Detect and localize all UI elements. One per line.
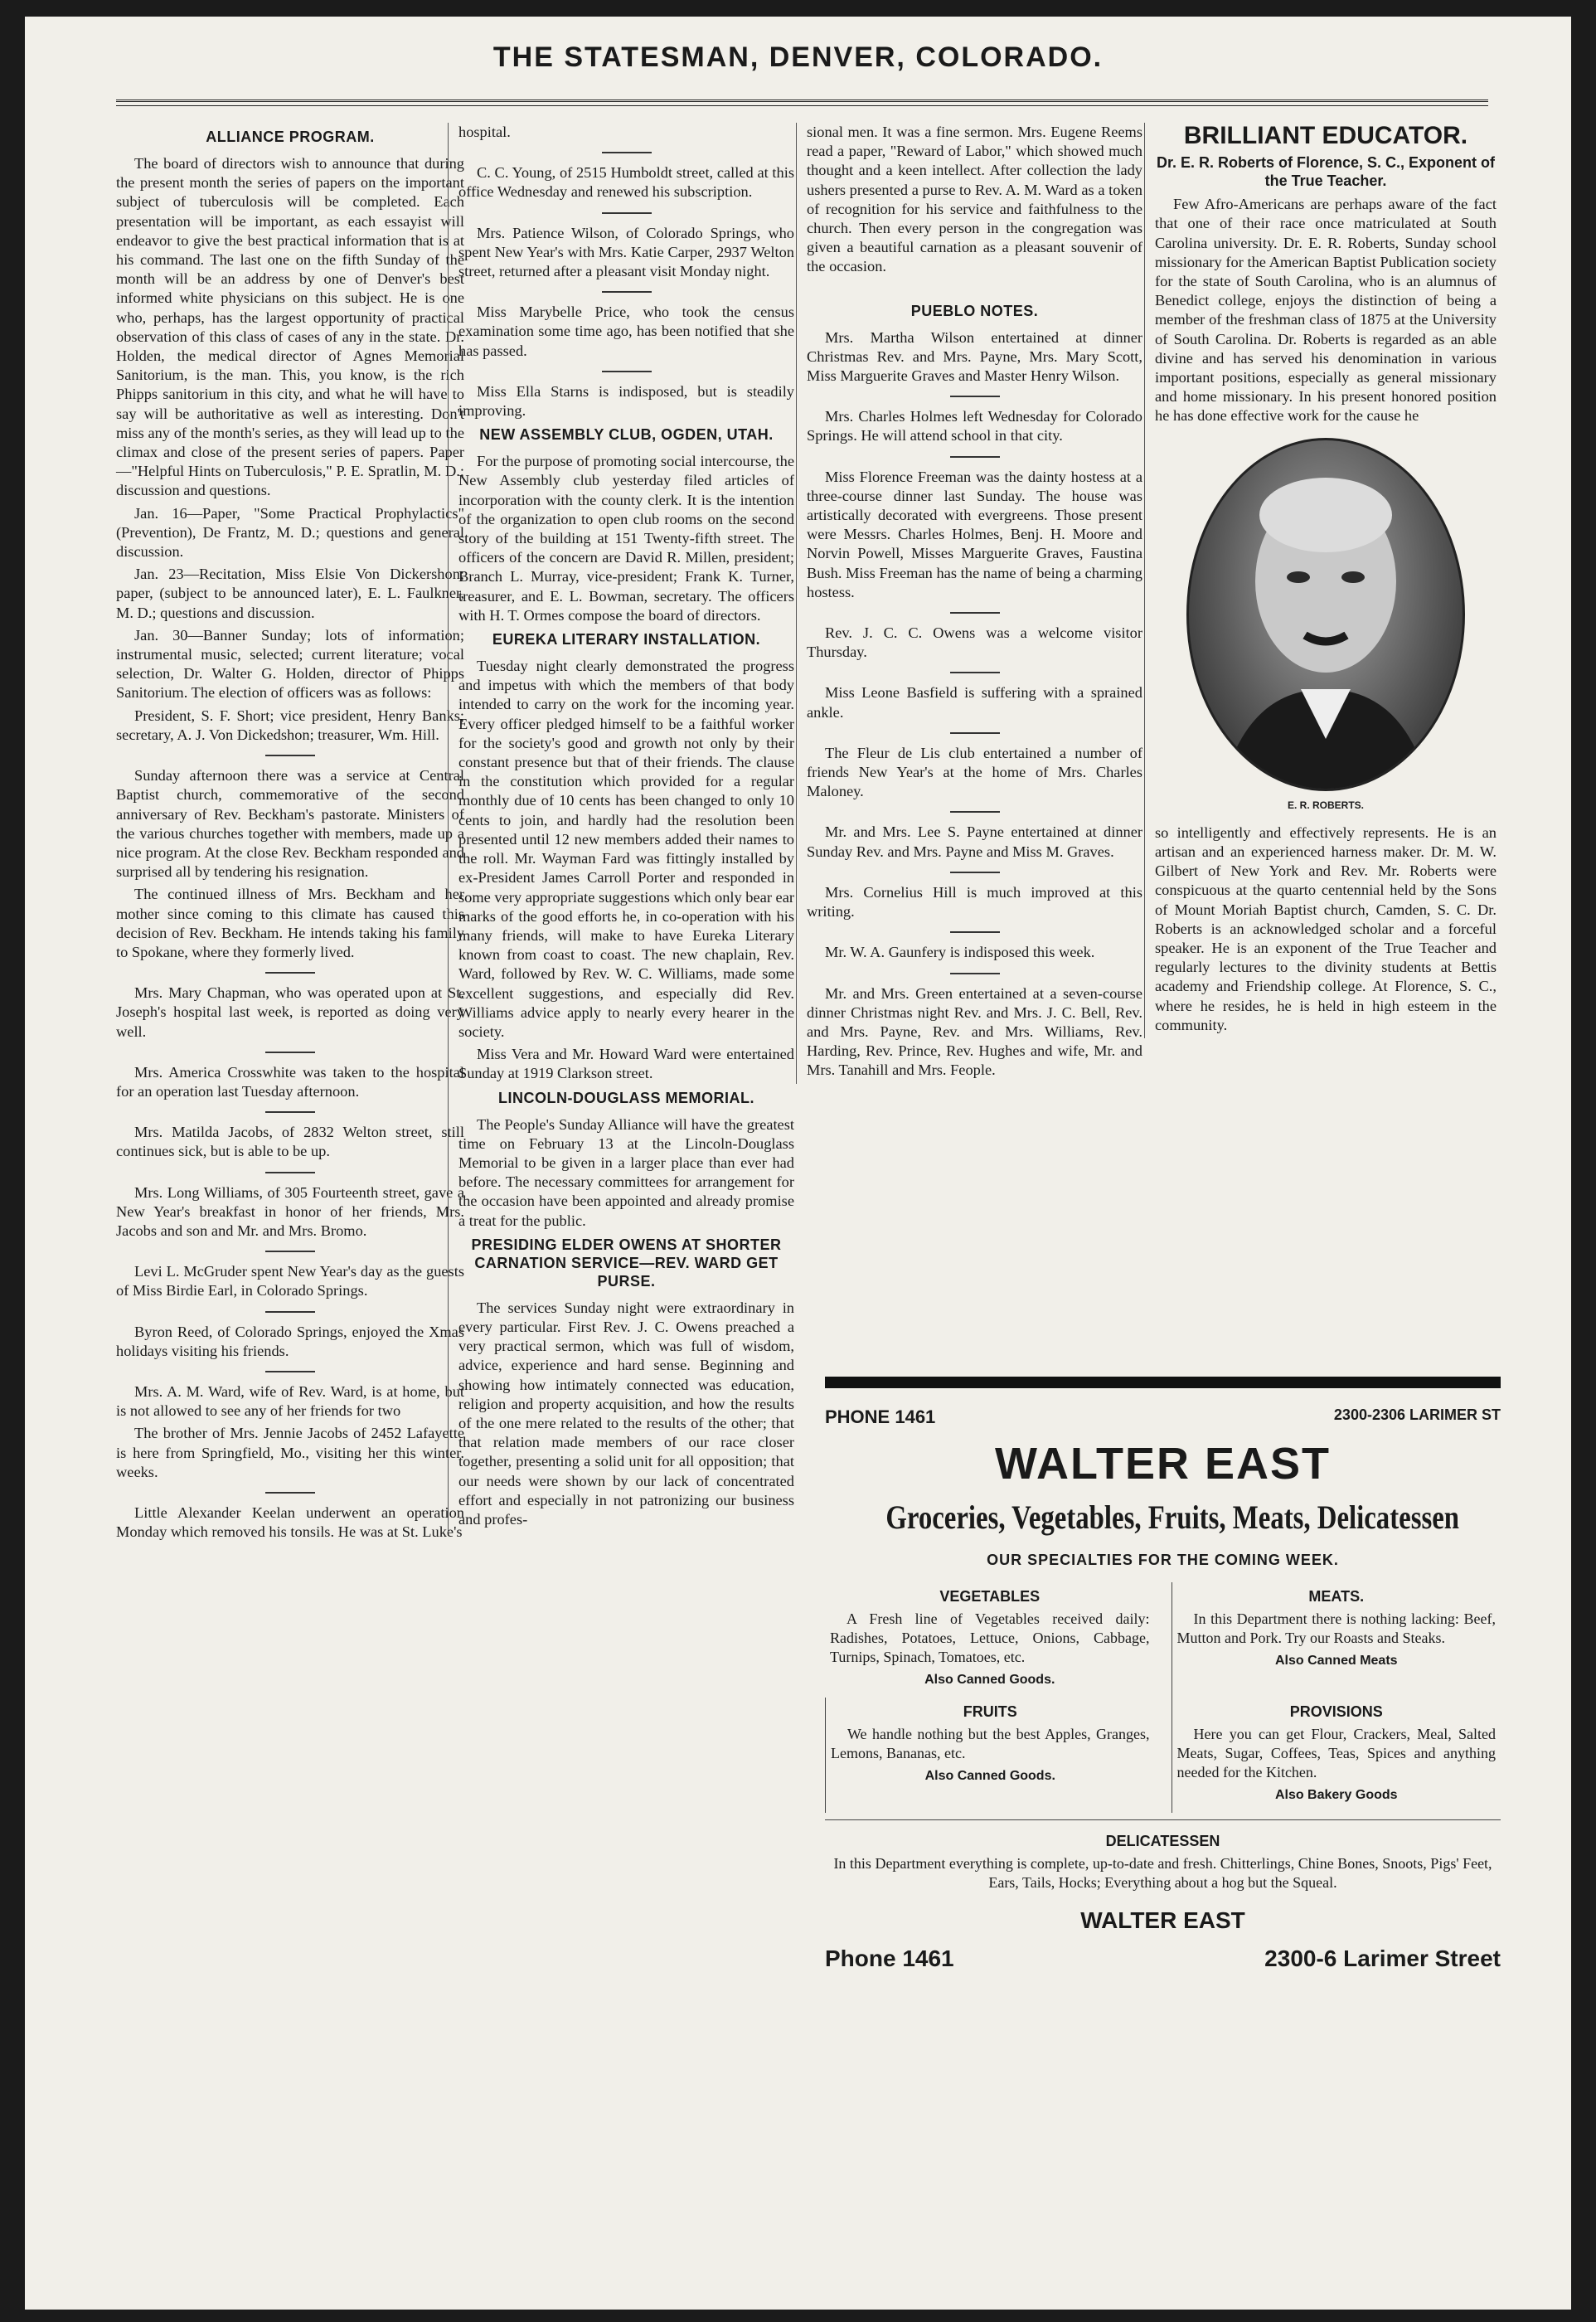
ad-tagline: Groceries, Vegetables, Fruits, Meats, Delicatessen <box>885 1499 1460 1536</box>
delicatessen-dept <box>825 1819 1501 1892</box>
provisions-also: Also Bakery Goods <box>1274 1788 1398 1802</box>
news-item: Mr. W. A. Gaunfery is indisposed this week. <box>825 944 1095 961</box>
ad-phone: PHONE 1461 <box>825 1406 936 1427</box>
portrait-photo <box>1186 438 1465 791</box>
separator <box>265 1311 315 1313</box>
vegetables-heading: VEGETABLES <box>939 1588 1041 1605</box>
educator-text: so intelligently and effectively represents. He is an artisan and an experienced harness maker. Dr. M. W. Gilbert of New York and Rev. Mr. Roberts were conspicuous at the quarto centennial held by the Sons of Mount Moriah Baptist church, Camden, S. C. Dr. Roberts is an acknowledged scholar and a forceful speaker. He is an exponent of the True Teacher and regularly lectures to the divinity students at Bettis academy and Friendship college. At Florence, S. C., where he resides, he is held in high esteem in the community. <box>1155 823 1497 1033</box>
meats-also: Also Canned Meats <box>1274 1654 1398 1668</box>
separator <box>602 291 652 293</box>
pueblo-heading: PUEBLO NOTES. <box>910 302 1039 319</box>
news-item: Mrs. Mary Chapman, who was operated upon at St. Joseph's hospital last week, is reported as doing very well. <box>116 984 464 1040</box>
separator <box>950 872 1000 873</box>
news-item: Mr. and Mrs. Green entertained at a seven-course dinner Christmas night Rev. and Mrs. J. C. Bell, Rev. and Mrs. Payne, Rev. and Mrs. Williams, Rev. Harding, Rev. Prince, Rev. Hughes and wife, Mr. and Mrs. Tanahill and Mrs. Feople. <box>807 984 1142 1079</box>
vegetables-text: A Fresh line of Vegetables received daily: Radishes, Potatoes, Lettuce, Onions, Cabbage, Turnips, Spinach, Tomatoes, etc. <box>830 1610 1150 1665</box>
news-item: Mrs. Long Williams, of 305 Fourteenth street, gave a New Year's breakfast in honor of her friends, Mrs. Jacobs and son and Mr. and Mrs. Bromo. <box>116 1183 464 1239</box>
separator <box>950 612 1000 614</box>
news-item: Mrs. A. M. Ward, wife of Rev. Ward, is at home, but is not allowed to see any of her friends for two <box>116 1382 464 1420</box>
news-item: Sunday afternoon there was a service at Central Baptist church, commemorative of the second anniversary of Rev. Beckham's pastorate. Ministers of the various churches together with members, made up a nice program. At the close Rev. Beckham responded and surprised all by tendering his resignation. <box>116 767 464 881</box>
news-item: Miss Leone Basfield is suffering with a sprained ankle. <box>807 684 1142 721</box>
separator <box>950 456 1000 458</box>
alliance-paragraph: Jan. 30—Banner Sunday; lots of information; instrumental music, selected; current literature; vocal selection, Dr. Walter G. Holden, director of Phipps Sanitorium. The election of officers was as follows: <box>116 626 464 702</box>
column-3 <box>796 123 1142 1084</box>
provisions-heading: PROVISIONS <box>1289 1703 1383 1720</box>
ad-departments <box>825 1582 1501 1813</box>
news-item: Miss Vera and Mr. Howard Ward were entertained Sunday at 1919 Clarkson street. <box>458 1046 794 1082</box>
separator <box>602 152 652 153</box>
vegetables-also: Also Canned Goods. <box>924 1673 1055 1687</box>
alliance-paragraph: Jan. 23—Recitation, Miss Elsie Von Dickershon; paper, (subject to be announced later), E. L. Faulkner, M. D.; questions and discussion. <box>116 566 464 621</box>
assembly-heading: NEW ASSEMBLY CLUB, OGDEN, UTAH. <box>479 426 774 444</box>
ad-address: 2300-2306 LARIMER ST <box>1333 1406 1501 1423</box>
meats-text: In this Department there is nothing lacking: Beef, Mutton and Pork. Try our Roasts and Steaks. <box>1176 1610 1496 1646</box>
news-item: C. C. Young, of 2515 Humboldt street, called at this office Wednesday and renewed his subscription. <box>458 164 794 201</box>
alliance-paragraph: Jan. 16—Paper, "Some Practical Prophylactics" (Prevention), De Frantz, M. D.; questions and general discussion. <box>116 504 464 561</box>
column-4 <box>1144 123 1497 1038</box>
ad-signature: WALTER EAST <box>1080 1907 1245 1933</box>
ad-footer <box>825 1946 1501 1972</box>
separator <box>950 811 1000 813</box>
separator <box>265 972 315 974</box>
separator <box>265 1052 315 1053</box>
delicatessen-text: In this Department everything is complete, up-to-date and fresh. Chitterlings, Chine Bones, Snoots, Pigs' Feet, Ears, Tails, Hocks; Everything about a hog but the Squeal. <box>833 1855 1492 1891</box>
separator <box>950 973 1000 974</box>
news-item: The continued illness of Mrs. Beckham and her mother since coming to this climate has caused this decision of Rev. Beckham. He intends taking his family to Spokane, where they formerly lived. <box>116 886 464 960</box>
masthead-rule <box>116 100 1488 106</box>
separator <box>265 1111 315 1113</box>
fruits-also: Also Canned Goods. <box>924 1769 1055 1783</box>
owens-heading: PRESIDING ELDER OWENS AT SHORTER CARNATION SERVICE—REV. WARD GET PURSE. <box>471 1236 782 1290</box>
alliance-heading: ALLIANCE PROGRAM. <box>206 129 375 145</box>
news-item: Levi L. McGruder spent New Year's day as the guests of Miss Birdie Earl, in Colorado Springs. <box>116 1263 464 1299</box>
delicatessen-heading: DELICATESSEN <box>1105 1833 1220 1849</box>
news-item: Mrs. Cornelius Hill is much improved at this writing. <box>807 883 1142 921</box>
alliance-paragraph: The board of directors wish to announce that during the present month the series of papers on the important subject of tuberculosis will be completed. Each presentation will be important, as each essayist will endeavor to give the best practical information that is at his command. The last one on the fifth Sunday of the month will be an address by one of Denver's best informed white physicians on this subject. He is one who, perhaps, has the largest opportunity of practical observation of this class of cases of any in the state. Dr. Holden, the medical director of Agnes Memorial Sanitorium, is the man. This, you know, is the rich Phipps sanitorium in this city, and what he will have to say will be authoritative as well as interesting. Don't miss any of the month's series, as they will lead up to the climax and close of the present series of papers. Paper—"Helpful Hints on Tuberculosis," P. E. Spratlin, M. D.; discussion and questions. <box>116 155 464 499</box>
news-item: Rev. J. C. C. Owens was a welcome visitor Thursday. <box>807 624 1142 661</box>
news-item: Miss Florence Freeman was the dainty hostess at a three-course dinner last Sunday. The house was artistically decorated with evergreens. Those present were Messrs. Charles Holmes, Benj. H. Moore and Norvin Powell, Misses Marguerite Graves, Faustina Bush. Miss Freeman has the name of being a charming hostess. <box>807 468 1142 600</box>
lincoln-heading: LINCOLN-DOUGLASS MEMORIAL. <box>498 1089 754 1106</box>
portrait-icon <box>1189 440 1463 789</box>
separator <box>265 1371 315 1372</box>
educator-heading: BRILLIANT EDUCATOR. <box>1183 122 1468 149</box>
news-item: Miss Marybelle Price, who took the census examination some time ago, has been notified that she has passed. <box>458 304 794 359</box>
separator <box>265 1251 315 1252</box>
assembly-article: For the purpose of promoting social intercourse, the New Assembly club yesterday filed articles of incorporation with the county clerk. It is the intention of the organization to open club rooms on the second story of the building at 151 Twenty-fifth street. The officers of the concern are David R. Millen, president; Branch L. Murray, vice-president; Frank K. Turner, treasurer, and E. L. Bowman, secretary. The officers with H. T. Ormes compose the board of directors. <box>458 453 794 624</box>
newspaper-page <box>25 17 1571 2310</box>
separator <box>602 371 652 372</box>
column-2 <box>448 123 794 1533</box>
ad-specialties: OUR SPECIALTIES FOR THE COMING WEEK. <box>987 1552 1339 1568</box>
separator <box>265 1492 315 1494</box>
column-1 <box>116 123 464 1545</box>
educator-subheading: Dr. E. R. Roberts of Florence, S. C., Exponent of the True Teacher. <box>1156 154 1496 190</box>
continued-text: hospital. <box>458 124 511 140</box>
walter-east-ad <box>825 1377 1501 2115</box>
owens-article: The services Sunday night were extraordinary in every particular. First Rev. J. C. Owens preached a very practical sermon, which was full of wisdom, advice, experience and hard sense. Beginning and showing how intimately connected was education, religion and property acquisition, and how the results of the one mere related to the results of the other; that that relation made members of our race closer together, presenting a solid unit for all opposition; that our needs were shown by our lack of concentrated effort and especially in not patronizing our business and profes- <box>458 1299 794 1528</box>
ad-top-bar <box>825 1377 1501 1388</box>
news-item: Byron Reed, of Colorado Springs, enjoyed the Xmas holidays visiting his friends. <box>116 1323 464 1359</box>
ad-store-name: WALTER EAST <box>995 1439 1331 1489</box>
news-item: Mrs. Patience Wilson, of Colorado Springs, who spent New Year's with Mrs. Katie Carper, 2937 Welton street, returned after a pleasant visit Monday night. <box>458 224 794 280</box>
news-item: Mrs. Martha Wilson entertained at dinner Christmas Rev. and Mrs. Payne, Mrs. Mary Scott, Miss Marguerite Graves and Master Henry Wilson. <box>807 328 1142 385</box>
fruits-heading: FRUITS <box>963 1703 1017 1720</box>
ad-footer-phone: Phone 1461 <box>825 1946 954 1971</box>
news-item: Mrs. Charles Holmes left Wednesday for Colorado Springs. He will attend school in that city. <box>807 408 1142 444</box>
portrait-caption: E. R. ROBERTS. <box>1287 799 1364 811</box>
lincoln-article: The People's Sunday Alliance will have the greatest time on February 13 at the Lincoln-Douglass Memorial to be given in a larger place than ever had before. The necessary committees for arrangement for the occasion have been appointed and already promise a treat for the public. <box>458 1115 794 1229</box>
separator <box>950 672 1000 673</box>
separator <box>265 755 315 756</box>
news-item: Mr. and Mrs. Lee S. Payne entertained at dinner Sunday Rev. and Mrs. Payne and Miss M. Graves. <box>807 823 1142 860</box>
eureka-article: Tuesday night clearly demonstrated the progress and impetus with which the members of that body intended to carry on the work for the incoming year. Every officer pledged himself to be a faithful worker for the society's good and growth not only by their constant presence but that of their friends. The clause in the constitution which provided for a regular monthly due of 10 cents has been changed to only 10 cents to join, and hardly had the resolution been presented until 12 new members added their names to the roll. Mr. Wayman Fard was fittingly installed by ex-President James Carroll Porter and responded in some very appropriate suggestions which only bear ear marks of the good efforts he, in co-operation with his many friends, will make to have Eureka Literary known from coast to coast. The new chaplain, Rev. Ward, followed by Rev. W. C. Williams, made some excellent suggestions, and especially did Rev. Williams advice apply to nearly every hearer in the society. <box>458 658 794 1040</box>
separator <box>950 732 1000 734</box>
separator <box>950 931 1000 933</box>
news-item: Miss Ella Starns is indisposed, but is steadily improving. <box>458 382 794 420</box>
news-item: Mrs. America Crosswhite was taken to the hospital for an operation last Tuesday afternoon. <box>116 1063 464 1100</box>
separator <box>265 1172 315 1173</box>
news-item: The Fleur de Lis club entertained a number of friends New Year's at the home of Mrs. Charles Maloney. <box>807 744 1142 800</box>
meats-dept <box>1172 1582 1501 1698</box>
news-item: Mrs. Matilda Jacobs, of 2832 Welton street, still continues sick, but is able to be up. <box>116 1124 464 1160</box>
vegetables-dept <box>825 1582 1155 1698</box>
alliance-paragraph: President, S. F. Short; vice president, Henry Banks; secretary, A. J. Von Dickedshon; treasurer, Wm. Hill. <box>116 707 464 743</box>
fruits-dept <box>825 1698 1155 1813</box>
separator <box>950 396 1000 397</box>
meats-heading: MEATS. <box>1308 1588 1365 1605</box>
fruits-text: We handle nothing but the best Apples, Granges, Lemons, Bananas, etc. <box>831 1726 1150 1761</box>
provisions-dept <box>1172 1698 1501 1813</box>
separator <box>602 212 652 214</box>
ad-footer-address: 2300-6 Larimer Street <box>1264 1946 1501 1971</box>
masthead: THE STATESMAN, DENVER, COLORADO. <box>492 41 1104 73</box>
provisions-text: Here you can get Flour, Crackers, Meal, Salted Meats, Sugar, Coffees, Teas, Spices and anything needed for the Kitchen. <box>1176 1726 1496 1780</box>
continued-text: sional men. It was a fine sermon. Mrs. Eugene Reems read a paper, "Reward of Labor," which showed much thought and a keen intellect. After collection the lady ushers presented a purse to Rev. A. M. Ward as a token of recognition for his service and faithfulness to the church. Then every person in the congregation was given a beautiful carnation as a pleasant souvenir of the occasion. <box>807 124 1142 275</box>
ad-header-row <box>825 1406 1501 1428</box>
news-item: The brother of Mrs. Jennie Jacobs of 2452 Lafayette is here from Springfield, Mo., visiting her this winter. weeks. <box>116 1425 464 1480</box>
eureka-heading: EUREKA LITERARY INSTALLATION. <box>492 631 761 649</box>
educator-text: Few Afro-Americans are perhaps aware of the fact that one of their race once matriculated at South Carolina university. Dr. E. R. Roberts, Sunday school missionary for the American Baptist Publication society for the state of South Carolina, who is an alumnus of Benedict college, enjoys the distinction of being a member of the freshman class of 1875 at the University of South Carolina. Dr. Roberts is regarded as an able divine and has served his denomination in various important positions, especially as general missionary and home missionary. In his present honored position he has done effective work for the cause he <box>1155 196 1497 425</box>
news-item: Little Alexander Keelan underwent an operation Monday which removed his tonsils. He was at St. Luke's <box>116 1503 464 1541</box>
